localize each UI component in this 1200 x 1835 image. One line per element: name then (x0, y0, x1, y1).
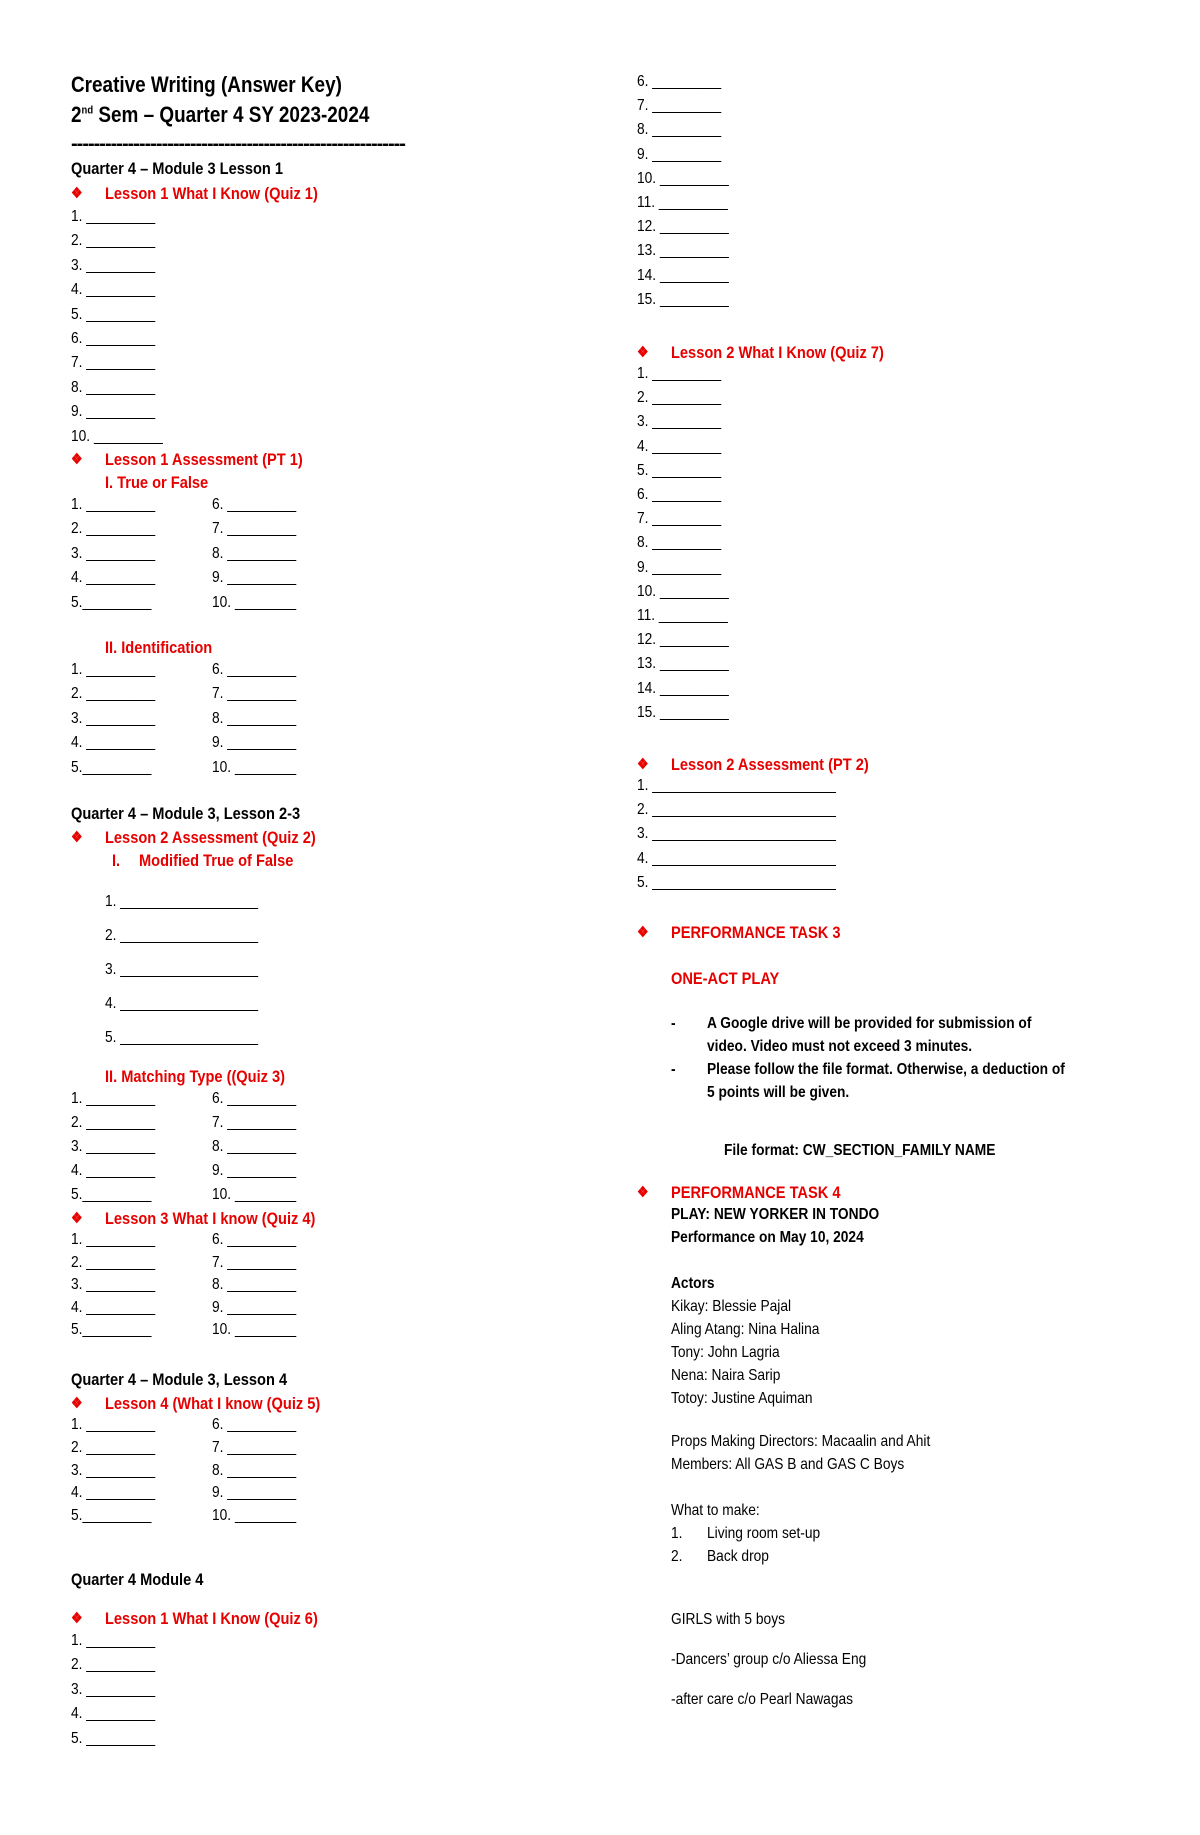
note1-dash: - (671, 1015, 676, 1032)
diamond-bullet-icon: ❖ (71, 1610, 83, 1627)
answer-line: 13. _________ (637, 655, 729, 673)
make-item-text: Living room set-up (707, 1525, 821, 1542)
quiz6-title: Lesson 1 What I Know (Quiz 6) (105, 1609, 318, 1628)
answer-line: 8. _________ (637, 534, 722, 552)
answer-line: 6. _________ (212, 1090, 297, 1107)
answer-line: 9. _________ (212, 1484, 297, 1502)
note1-line2: video. Video must not exceed 3 minutes. (707, 1038, 973, 1055)
answer-line: 15. _________ (637, 290, 729, 308)
answer-line: 4. _________ (71, 1484, 156, 1502)
answer-line: 4. _________ (71, 569, 156, 587)
answer-line: 1. _________ (71, 1632, 156, 1649)
answer-line: 7. _________ (212, 685, 297, 703)
answer-line: 6. _________ (212, 496, 297, 513)
answer-line: 2. _________ (71, 685, 156, 703)
answer-line: 8. _________ (212, 1276, 297, 1294)
module4-heading: Quarter 4 Module 4 (71, 1570, 204, 1589)
answer-line: 8. _________ (212, 709, 297, 727)
answer-line: 8. _________ (71, 378, 156, 396)
answer-line: 12. _________ (637, 631, 729, 649)
answer-line: 7. _________ (212, 1114, 297, 1131)
answer-line: 15. _________ (637, 703, 729, 721)
answer-line: 4. _________ (71, 734, 156, 752)
module3-lesson23-heading: Quarter 4 – Module 3, Lesson 2-3 (71, 804, 301, 823)
module3-lesson4-heading: Quarter 4 – Module 3, Lesson 4 (71, 1370, 288, 1389)
answer-line: 12. _________ (637, 218, 729, 236)
answer-line: 3. ________________________ (637, 825, 836, 843)
answer-line: 5. __________________ (105, 1029, 259, 1046)
quiz1-title: Lesson 1 What I Know (Quiz 1) (105, 184, 318, 203)
answer-line: 2. _________ (637, 389, 722, 407)
answer-line: 10. ________ (212, 1186, 297, 1203)
pt3-title: PERFORMANCE TASK 3 (671, 923, 841, 942)
answer-line: 6. _________ (212, 1416, 297, 1433)
answer-line: 10. ________ (212, 758, 297, 776)
note2-line2: 5 points will be given. (707, 1084, 850, 1101)
answer-line: 9. _________ (212, 569, 297, 587)
answer-line: 9. _________ (71, 403, 156, 421)
document-title: Creative Writing (Answer Key) (71, 72, 342, 97)
answer-line: 6. _________ (212, 661, 297, 678)
diamond-bullet-icon: ❖ (71, 185, 83, 202)
answer-line: 3. _________ (71, 1461, 156, 1479)
answer-line: 2. _________ (71, 1253, 156, 1271)
answer-line: 13. _________ (637, 242, 729, 260)
answer-line: 10. _________ (637, 169, 729, 187)
answer-line: 3. _________ (71, 1680, 156, 1698)
quiz3-title: II. Matching Type ((Quiz 3) (105, 1067, 286, 1086)
answer-line: 7. _________ (212, 1438, 297, 1456)
answer-line: 5. _________ (637, 461, 722, 479)
note2-dash: - (671, 1061, 676, 1078)
answer-line: 2. _________ (71, 232, 156, 250)
answer-line: 5._________ (71, 593, 152, 611)
pt1-part2-title: II. Identification (105, 638, 213, 657)
answer-line: 1. _________ (71, 496, 156, 513)
answer-line: Kikay: Blessie Pajal (671, 1298, 792, 1315)
answer-line: 8. _________ (212, 1461, 297, 1479)
pt2-title: Lesson 2 Assessment (PT 2) (671, 755, 869, 774)
answer-line: 10. ________ (212, 1507, 297, 1525)
answer-line: 3. _________ (71, 256, 156, 274)
answer-line: 3. _________ (71, 709, 156, 727)
answer-line: 1. _________ (71, 1416, 156, 1433)
answer-line: 1. _________ (71, 1090, 156, 1107)
answer-line: 2. _________ (71, 1114, 156, 1131)
quiz2-part-title: Modified True of False (139, 851, 294, 870)
dancers-note: -Dancers’ group c/o Aliessa Eng (671, 1651, 867, 1668)
answer-line: 7. _________ (212, 1253, 297, 1271)
answer-line: 8. _________ (637, 121, 722, 139)
answer-line: 5._________ (71, 1507, 152, 1525)
answer-line: 3. _________ (71, 1138, 156, 1155)
answer-line: 4. _________ (71, 1298, 156, 1316)
diamond-bullet-icon: ❖ (71, 829, 83, 846)
what-to-make: What to make: (671, 1502, 760, 1519)
answer-line: 1. __________________ (105, 893, 259, 910)
answer-line: 1. ________________________ (637, 777, 836, 794)
quiz2-part-number: I. (112, 851, 121, 870)
answer-line: 11. _________ (637, 194, 728, 211)
props-members: Members: All GAS B and GAS C Boys (671, 1456, 905, 1473)
answer-line: 6. _________ (637, 73, 722, 90)
diamond-bullet-icon: ❖ (637, 344, 649, 361)
answer-line: 6. _________ (212, 1231, 297, 1248)
quiz7-title: Lesson 2 What I Know (Quiz 7) (671, 343, 884, 362)
answer-line: 10. _________ (637, 582, 729, 600)
answer-line: 3. _________ (637, 413, 722, 431)
play-title: PLAY: NEW YORKER IN TONDO (671, 1206, 880, 1223)
quiz5-title: Lesson 4 (What I know (Quiz 5) (105, 1394, 321, 1413)
answer-line: 10. _________ (71, 427, 163, 445)
answer-line: 9. _________ (637, 558, 722, 576)
answer-line: 7. _________ (212, 520, 297, 538)
pt1-title: Lesson 1 Assessment (PT 1) (105, 450, 303, 469)
answer-line: 5._________ (71, 1321, 152, 1339)
answer-line: 7. _________ (637, 510, 722, 528)
answer-line: 4. ________________________ (637, 849, 836, 867)
file-format: File format: CW_SECTION_FAMILY NAME (724, 1142, 996, 1159)
answer-line: 2. __________________ (105, 927, 259, 944)
answer-line: 10. ________ (212, 1321, 297, 1339)
answer-line: 9. _________ (212, 1162, 297, 1179)
girls-note: GIRLS with 5 boys (671, 1611, 785, 1628)
answer-line: 3. _________ (71, 1276, 156, 1294)
answer-line: 7. _________ (71, 354, 156, 372)
answer-line: 6. _________ (637, 486, 722, 503)
answer-line: 6. _________ (71, 330, 156, 347)
answer-line: 9. _________ (212, 734, 297, 752)
answer-line: 11. _________ (637, 607, 728, 624)
diamond-bullet-icon: ❖ (637, 1184, 649, 1201)
answer-line: 4. _________ (637, 437, 722, 455)
module3-lesson1-heading: Quarter 4 – Module 3 Lesson 1 (71, 159, 284, 178)
answer-line: 14. _________ (637, 679, 729, 697)
answer-line: Tony: John Lagria (671, 1344, 780, 1361)
answer-line: 8. _________ (212, 544, 297, 562)
answer-line: Nena: Naira Sarip (671, 1367, 781, 1384)
diamond-bullet-icon: ❖ (71, 1395, 83, 1412)
answer-line: 5. _________ (71, 305, 156, 323)
answer-line: 3. __________________ (105, 961, 259, 978)
answer-line: 5._________ (71, 1186, 152, 1203)
performance-date: Performance on May 10, 2024 (671, 1229, 864, 1246)
answer-line: 4. _________ (71, 281, 156, 299)
make-item-number: 1. (671, 1525, 683, 1542)
answer-line: 7. _________ (637, 97, 722, 115)
answer-line: 2. _________ (71, 520, 156, 538)
answer-line: 4. _________ (71, 1705, 156, 1723)
semester-line: 2nd Sem – Quarter 4 SY 2023-2024 (71, 102, 370, 127)
answer-line: Totoy: Justine Aquiman (671, 1390, 813, 1407)
answer-line: 14. _________ (637, 266, 729, 284)
note2-line1: Please follow the file format. Otherwise, a deduction of (707, 1061, 1065, 1078)
divider-line: ----------------------------------------------------------- (71, 133, 405, 155)
answer-line: 4. __________________ (105, 995, 259, 1012)
quiz4-title: Lesson 3 What I know (Quiz 4) (105, 1209, 316, 1228)
make-item-text: Back drop (707, 1548, 769, 1565)
pt4-title: PERFORMANCE TASK 4 (671, 1183, 841, 1202)
diamond-bullet-icon: ❖ (637, 924, 649, 941)
answer-line: 9. _________ (637, 145, 722, 163)
answer-line: 9. _________ (212, 1298, 297, 1316)
note1-line1: A Google drive will be provided for submission of (707, 1015, 1032, 1032)
answer-line: 2. ________________________ (637, 801, 836, 819)
pt3-subtitle: ONE-ACT PLAY (671, 969, 780, 988)
answer-line: Aling Atang: Nina Halina (671, 1321, 820, 1338)
answer-line: 4. _________ (71, 1162, 156, 1179)
answer-line: 1. _________ (71, 1231, 156, 1248)
answer-line: 5._________ (71, 758, 152, 776)
pt1-part1-title: I. True or False (105, 473, 209, 492)
diamond-bullet-icon: ❖ (637, 756, 649, 773)
props-directors: Props Making Directors: Macaalin and Ahit (671, 1433, 931, 1450)
answer-line: 1. _________ (71, 661, 156, 678)
make-item-number: 2. (671, 1548, 683, 1565)
answer-line: 2. _________ (71, 1438, 156, 1456)
answer-line: 5. _________ (71, 1729, 156, 1747)
aftercare-note: -after care c/o Pearl Nawagas (671, 1691, 854, 1708)
quiz2-title: Lesson 2 Assessment (Quiz 2) (105, 828, 316, 847)
diamond-bullet-icon: ❖ (71, 1210, 83, 1227)
answer-line: 5. ________________________ (637, 873, 836, 891)
answer-line: 8. _________ (212, 1138, 297, 1155)
answer-line: 2. _________ (71, 1656, 156, 1674)
diamond-bullet-icon: ❖ (71, 451, 83, 468)
answer-line: 1. _________ (71, 208, 156, 225)
actors-heading: Actors (671, 1275, 715, 1292)
answer-line: 1. _________ (637, 365, 722, 382)
answer-line: 3. _________ (71, 544, 156, 562)
answer-line: 10. ________ (212, 593, 297, 611)
